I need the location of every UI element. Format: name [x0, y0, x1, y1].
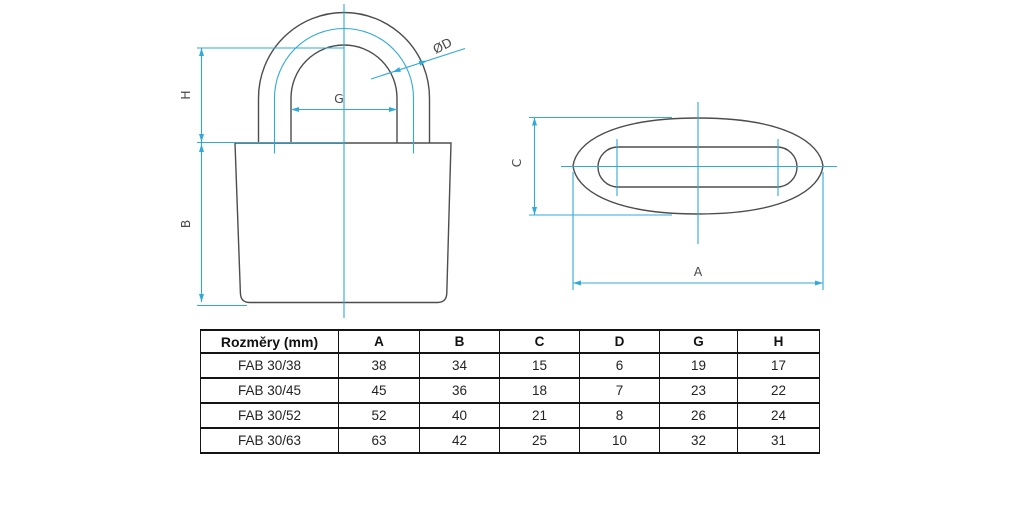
value-cell: 19 [660, 353, 738, 378]
label-b: B [178, 219, 193, 229]
header-col-g: G [660, 330, 738, 353]
value-cell: 36 [420, 378, 500, 403]
label-g: G [334, 91, 344, 106]
header-col-b: B [420, 330, 500, 353]
value-cell: 42 [420, 428, 500, 453]
value-cell: 40 [420, 403, 500, 428]
table-row [201, 378, 820, 403]
header-col-h: H [738, 330, 820, 353]
value-cell: 32 [660, 428, 738, 453]
model-name: FAB 30/38 [201, 353, 339, 378]
value-cell: 52 [339, 403, 420, 428]
table-row [201, 353, 820, 378]
value-cell: 15 [500, 353, 580, 378]
value-cell: 8 [580, 403, 660, 428]
value-cell: 10 [580, 428, 660, 453]
value-cell: 18 [500, 378, 580, 403]
value-cell: 45 [339, 378, 420, 403]
label-c: C [509, 158, 524, 168]
top-dimension-arrows [532, 118, 823, 286]
value-cell: 34 [420, 353, 500, 378]
value-cell: 25 [500, 428, 580, 453]
table-header-row [201, 330, 820, 353]
value-cell: 7 [580, 378, 660, 403]
model-name: FAB 30/52 [201, 403, 339, 428]
front-view-drawing [178, 4, 465, 318]
model-name: FAB 30/63 [201, 428, 339, 453]
label-h: H [178, 90, 193, 100]
value-cell: 17 [738, 353, 820, 378]
value-cell: 23 [660, 378, 738, 403]
dimensions-table [200, 329, 820, 454]
model-name: FAB 30/45 [201, 378, 339, 403]
header-col-d: D [580, 330, 660, 353]
top-view-drawing [509, 102, 837, 290]
front-dimension-arrows [199, 48, 427, 302]
value-cell: 31 [738, 428, 820, 453]
value-cell: 21 [500, 403, 580, 428]
value-cell: 6 [580, 353, 660, 378]
label-diameter: ØD [430, 34, 455, 57]
table-row [201, 403, 820, 428]
value-cell: 22 [738, 378, 820, 403]
value-cell: 63 [339, 428, 420, 453]
header-col-c: C [500, 330, 580, 353]
header-dimensions: Rozměry (mm) [201, 330, 339, 353]
value-cell: 24 [738, 403, 820, 428]
label-a: A [693, 264, 703, 279]
header-col-a: A [339, 330, 420, 353]
table-row [201, 428, 820, 453]
padlock-body-outline [235, 143, 451, 303]
value-cell: 38 [339, 353, 420, 378]
value-cell: 26 [660, 403, 738, 428]
